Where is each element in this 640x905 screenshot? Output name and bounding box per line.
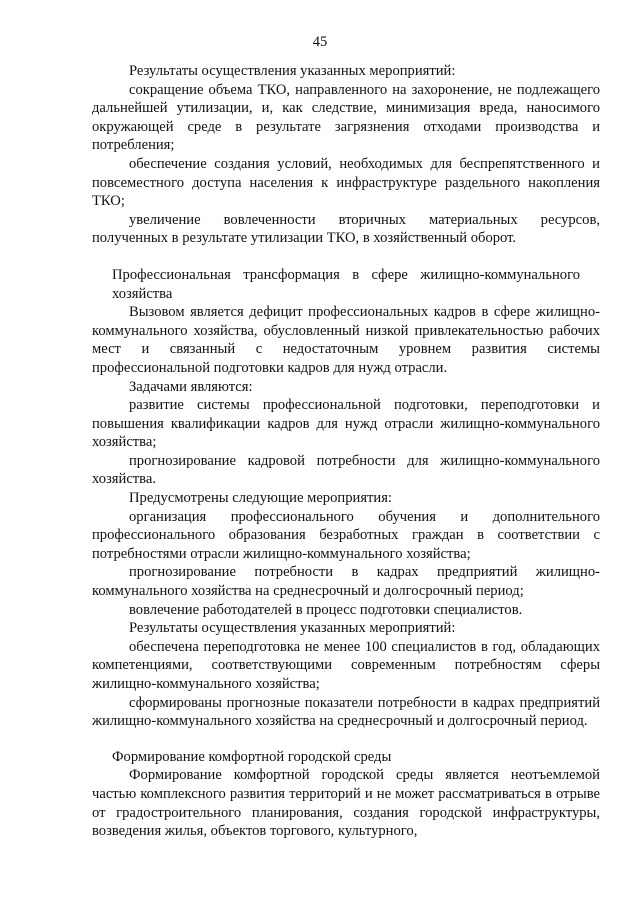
- housing-measure-1: организация профессионального обучения и дополнительного профессионального образования безработных граждан в соответствии с потребностями отрасли жилищно-коммунального хозяйства;: [92, 508, 600, 562]
- housing-result-1: обеспечена переподготовка не менее 100 специалистов в год, обладающих компетенциями, соответствующими современным потребностям сферы жилищно-коммунального хозяйства;: [92, 638, 600, 692]
- housing-measures-lead: Предусмотрены следующие мероприятия:: [129, 490, 392, 507]
- urban-paragraph: Формирование комфортной городской среды является неотъемлемой частью комплексного развития территорий и не может рассматриваться в отрыве от градостроительного планирования, создания городской инфраструктуры, возведения жилья, объектов торгового, культурного,: [92, 767, 600, 840]
- housing-challenge: Вызовом является дефицит профессиональных кадров в сфере жилищно-коммунального хозяйства, обусловленный низкой привлекательностью рабочих мест и связанный с недостаточным уровнем развития системы профессиональной подготовки кадров для нужд отрасли.: [92, 304, 600, 376]
- housing-results-lead: Результаты осуществления указанных мероприятий:: [129, 620, 456, 637]
- housing-result-2: сформированы прогнозные показатели потребности в кадрах предприятий жилищно-коммунального хозяйства на среднесрочный и долгосрочный период.: [92, 694, 600, 730]
- section-title-urban: Формирование комфортной городской среды: [112, 748, 392, 765]
- intro-result-item-3: увеличение вовлеченности вторичных материальных ресурсов, полученных в результате утилизации ТКО, в хозяйственный оборот.: [92, 211, 600, 247]
- intro-result-item-1: сокращение объема ТКО, направленного на захоронение, не подлежащего дальнейшей утилизации, и, как следствие, минимизация вреда, наносимого окружающей среде в результате загрязнения отходами производства и потребления;: [92, 81, 600, 154]
- page-content: [92, 62, 600, 841]
- housing-task-2: прогнозирование кадровой потребности для жилищно-коммунального хозяйства.: [92, 452, 600, 488]
- section-spacer: [92, 731, 600, 748]
- intro-results-lead: Результаты осуществления указанных мероприятий:: [129, 63, 456, 79]
- housing-tasks-lead: Задачами являются:: [129, 378, 253, 395]
- section-spacer: [92, 248, 600, 266]
- section-title-housing: Профессиональная трансформация в сфере жилищно-коммунального хозяйства: [112, 266, 580, 302]
- housing-measure-2: прогнозирование потребности в кадрах предприятий жилищно-коммунального хозяйства на среднесрочный и долгосрочный период;: [92, 564, 600, 600]
- housing-measure-3: вовлечение работодателей в процесс подготовки специалистов.: [129, 601, 523, 618]
- page-number: 45: [312, 34, 328, 50]
- intro-result-item-2: обеспечение создания условий, необходимых для беспрепятственного и повсеместного доступа населения к инфраструктуре раздельного накопления ТКО;: [92, 155, 600, 210]
- housing-task-1: развитие системы профессиональной подготовки, переподготовки и повышения квалификации кадров для нужд отрасли жилищно-коммунального хозяйства;: [92, 397, 600, 451]
